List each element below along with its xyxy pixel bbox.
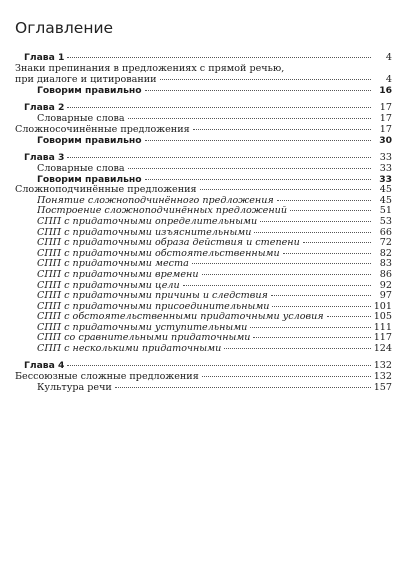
toc-entry-label: Сложносочинённые предложения [15,124,190,135]
toc-page-number: 82 [379,248,392,259]
toc-page-number: 157 [373,382,392,393]
toc-entry-label: Говорим правильно [37,135,142,146]
toc-page-number: 132 [373,371,392,382]
toc-entry-label: СПП с придаточными уступительными [37,322,248,333]
toc-page-number: 97 [379,290,392,301]
toc-entry-label: Говорим правильно [37,174,142,185]
dot-leader [67,365,370,366]
toc-entry-label: Глава 4 [24,360,65,371]
dot-leader [67,57,371,58]
toc-entry-label: Словарные слова [37,113,125,124]
dot-leader [67,107,371,108]
toc-page-number: 83 [379,258,392,269]
toc-entry-label: СПП с придаточными образа действия и степени [37,237,300,248]
toc-page-number: 17 [379,102,392,113]
toc-page-number: 86 [379,269,392,280]
toc-page-number: 72 [379,237,392,248]
dot-leader [283,253,371,254]
toc-page-number: 66 [379,227,392,238]
toc-entry-label: Сложноподчинённые предложения [15,184,197,195]
toc-page-number: 92 [379,280,392,291]
dot-leader [160,79,371,80]
toc-entry-label: СПП с придаточными обстоятельственными [37,248,280,259]
toc-row[interactable] [0,85,410,97]
toc-page-number: 33 [379,152,392,163]
toc-page-number: 101 [373,301,392,312]
dot-leader [271,295,371,296]
toc-entry-label: СПП с придаточными причины и следствия [37,290,268,301]
toc-page-number: 4 [385,52,392,63]
dot-leader [327,316,371,317]
toc-page-number: 51 [379,205,392,216]
toc-entry-label: Бессоюзные сложные предложения [15,371,199,382]
toc-page-number: 33 [379,163,392,174]
toc-page-number: 4 [385,74,392,85]
dot-leader [200,189,371,190]
dot-leader [145,90,371,91]
dot-leader [303,242,371,243]
dot-leader [253,337,370,338]
toc-page-number: 111 [373,322,392,333]
toc-page-number: 16 [379,85,392,96]
dot-leader [290,210,371,211]
dot-leader [202,376,371,377]
toc-entry-label: СПП с придаточными присоединительными [37,301,270,312]
toc-page-number: 17 [379,124,392,135]
toc-entry-label: Говорим правильно [37,85,142,96]
dot-leader [67,157,371,158]
toc-entry-label: Глава 2 [24,102,65,113]
dot-leader [254,232,371,233]
dot-leader [115,387,371,388]
toc-entry-label: при диалоге и цитировании [15,74,157,85]
dot-leader [145,140,371,141]
toc-entry-label: СПП с придаточными места [37,258,189,269]
dot-leader [183,285,371,286]
toc-page-number: 45 [379,184,392,195]
page-title: Оглавление [15,19,114,37]
toc-entry-label: Знаки препинания в предложениях с прямой речью, [15,63,285,74]
toc-row[interactable] [0,382,410,394]
dot-leader [193,129,371,130]
toc-entry-label: СПП со сравнительными придаточными [37,332,251,343]
toc-entry-label: Словарные слова [37,163,125,174]
toc-page-number: 117 [373,332,392,343]
toc-entry-label: Культура речи [37,382,112,393]
toc-page-number: 30 [379,135,392,146]
toc-entry-label: Глава 1 [24,52,65,63]
toc-row[interactable] [0,343,410,355]
dot-leader [224,348,370,349]
dot-leader [145,179,371,180]
dot-leader [192,263,371,264]
dot-leader [202,274,371,275]
dot-leader [250,327,370,328]
toc-entry-label: Понятие сложноподчинённого предложения [37,195,274,206]
toc-page-number: 124 [373,343,392,354]
dot-leader [277,200,371,201]
toc-entry-label: СПП с придаточными времени [37,269,199,280]
dot-leader [128,118,371,119]
toc-entry-label: Построение сложноподчинённых предложений [37,205,288,216]
toc-entry-label: СПП с несколькими придаточными [37,343,222,354]
toc-entry-label: СПП с придаточными изъяснительными [37,227,252,238]
toc-page-number: 132 [373,360,392,371]
toc-row[interactable] [0,135,410,147]
toc-entry-label: СПП с обстоятельственными придаточными условия [37,311,324,322]
toc-page-number: 53 [379,216,392,227]
toc-entry-label: СПП с придаточными определительными [37,216,258,227]
dot-leader [260,221,371,222]
dot-leader [128,168,371,169]
toc-page-number: 17 [379,113,392,124]
toc-page-number: 33 [379,174,392,185]
dot-leader [272,306,370,307]
toc-entry-label: Глава 3 [24,152,65,163]
toc-entry-label: СПП с придаточными цели [37,280,180,291]
toc-page-number: 105 [373,311,392,322]
toc-page-number: 45 [379,195,392,206]
